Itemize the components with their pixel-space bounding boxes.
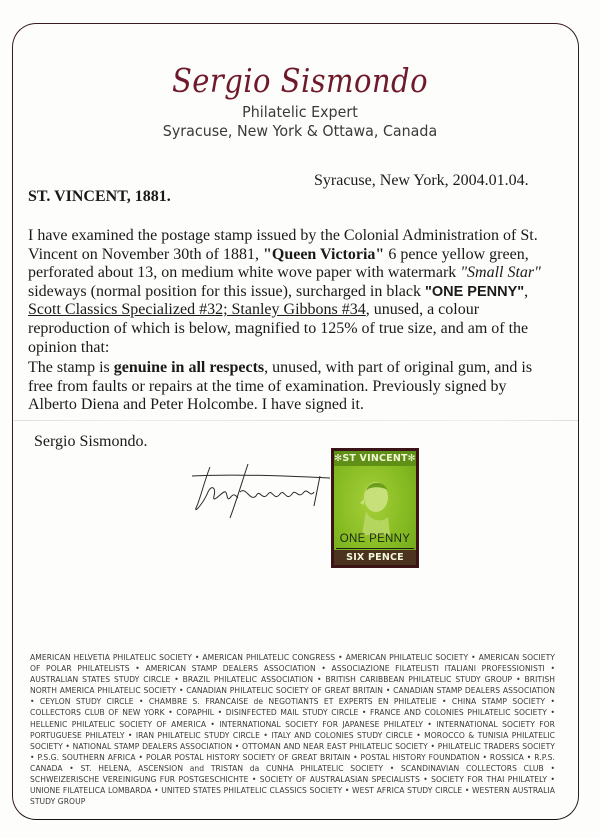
- bullet-separator: •: [214, 708, 226, 718]
- text: , unused, a colour reproduction of which is below, magnified to 125% of true size, and am of the opinion that:: [28, 301, 529, 356]
- bullet-separator: •: [427, 741, 438, 751]
- text: ,: [524, 282, 529, 300]
- society-name: CHAMBRE S. FRANCAISE de NEGOTIANTS ET EXPERTS EN PHILATELIE: [148, 697, 437, 707]
- society-name: AMERICAN STAMP DEALERS ASSOCIATION: [145, 664, 316, 674]
- society-name: WESTERN AUSTRALIA STUDY GROUP: [30, 786, 555, 807]
- bullet-separator: •: [129, 664, 146, 674]
- bullet-separator: •: [468, 653, 479, 662]
- society-name: INTERNATIONAL SOCIETY FOR PORTUGUESE PHILATELY: [30, 719, 555, 740]
- opinion-paragraph: [28, 359, 556, 415]
- society-name: SOCIETY OF AUSTRALASIAN SPECIALISTS: [259, 775, 420, 785]
- bullet-separator: •: [315, 664, 332, 674]
- society-name: ASSOCIAZIONE FILATELISTI ITALIANI PROFESSIONISTI: [331, 664, 545, 674]
- society-name: CEYLON STUDY CIRCLE: [39, 697, 134, 707]
- society-name: NATIONAL STAMP DEALERS ASSOCIATION: [72, 741, 233, 751]
- society-name: AMERICAN PHILATELIC CONGRESS: [202, 653, 336, 662]
- surcharge-text: "ONE PENNY": [424, 283, 525, 300]
- examination-paragraph: [28, 227, 556, 357]
- catalogue-references: Scott Classics Specialized #32; Stanley Gibbons #34: [28, 301, 366, 319]
- bullet-separator: •: [358, 708, 370, 718]
- stamp-bottom-label: SIX PENCE: [334, 550, 416, 565]
- expert-title: Philatelic Expert: [242, 103, 358, 121]
- society-name: POLAR POSTAL HISTORY SOCIETY OF GREAT BRITAIN: [145, 752, 351, 762]
- society-name: ITALY AND COLONIES STUDY CIRCLE: [271, 730, 413, 740]
- bullet-separator: •: [259, 730, 272, 740]
- stamp-image: [331, 448, 419, 568]
- society-name: SCHWEIZERISCHE VEREINIGUNG FUR POSTGESCHICHTE: [30, 775, 249, 785]
- bullet-separator: •: [436, 697, 452, 707]
- bullet-separator: •: [248, 775, 260, 785]
- bullet-separator: •: [462, 786, 472, 796]
- bullet-separator: •: [62, 763, 81, 773]
- society-name: AMERICAN PHILATELIC SOCIETY: [345, 653, 469, 662]
- place-and-date: Syracuse, New York, 2004.01.04.: [314, 172, 529, 189]
- bullet-separator: •: [176, 686, 187, 696]
- watermark-name: "Small Star": [460, 264, 541, 282]
- stamp-surcharge: ONE PENNY: [339, 533, 411, 545]
- society-name: PHILATELIC TRADERS SOCIETY: [437, 741, 555, 751]
- bullet-separator: •: [124, 730, 136, 740]
- society-name: CANADIAN STAMP DEALERS ASSOCIATION: [393, 686, 555, 696]
- society-name: WEST AFRICA STUDY CIRCLE: [352, 786, 463, 796]
- society-name: BRAZIL PHILATELIC ASSOCIATION: [182, 675, 314, 685]
- society-name: P.S.G. SOUTHERN AFRICA: [37, 752, 136, 762]
- bullet-separator: •: [232, 741, 242, 751]
- society-name: INTERNATIONAL SOCIETY FOR JAPANESE PHILATELY: [219, 719, 424, 729]
- society-name: MOROCCO & TUNISIA PHILATELIC SOCIETY: [30, 730, 555, 751]
- society-name: ST. HELENA, ASCENSION and TRISTAN da CUNHA PHILATELIC SOCIETY: [80, 763, 384, 773]
- bullet-separator: •: [423, 719, 437, 729]
- bullet-separator: •: [512, 675, 525, 685]
- society-name: OTTOMAN AND NEAR EAST PHILATELIC SOCIETY: [241, 741, 428, 751]
- certificate-heading: ST. VINCENT, 1881.: [28, 188, 171, 205]
- bullet-separator: •: [30, 697, 40, 707]
- text: I have examined the postage stamp issued by the Colonial Administration of St. Vincent on November 30th of 1881,: [28, 227, 538, 263]
- society-name: AMERICAN SOCIETY OF POLAR PHILATELISTS: [30, 653, 555, 674]
- bullet-separator: •: [335, 653, 346, 662]
- bullet-separator: •: [479, 752, 490, 762]
- bullet-separator: •: [545, 697, 555, 707]
- bullet-separator: •: [546, 708, 555, 718]
- society-name: IRAN PHILATELIC STUDY CIRCLE: [135, 730, 260, 740]
- society-name: COPAPHIL: [176, 708, 215, 718]
- expert-name-logo: Sergio Sismondo: [171, 61, 429, 100]
- stamp-face: [334, 451, 416, 565]
- society-name: COLLECTORS CLUB OF NEW YORK: [30, 708, 165, 718]
- society-name: SCANDINAVIAN COLLECTORS CLUB: [400, 763, 544, 773]
- text: sideways (normal position for this issue), surcharged in black: [28, 282, 425, 300]
- text: The stamp is: [28, 359, 114, 376]
- bullet-separator: •: [164, 708, 177, 718]
- bullet-separator: •: [350, 752, 361, 762]
- bullet-separator: •: [342, 786, 353, 796]
- society-name: UNITED STATES PHILATELIC CLASSICS SOCIETY: [161, 786, 343, 796]
- bullet-separator: •: [170, 675, 183, 685]
- bullet-separator: •: [191, 653, 203, 662]
- bullet-separator: •: [412, 730, 425, 740]
- society-name: BRITISH CARIBBEAN PHILATELIC STUDY GROUP: [325, 675, 513, 685]
- society-name: BRITISH NORTH AMERICA PHILATELIC SOCIETY: [30, 675, 555, 696]
- society-name: ROSSICA: [489, 752, 524, 762]
- society-name: POSTAL HISTORY FOUNDATION: [360, 752, 480, 762]
- signer-name: Sergio Sismondo.: [34, 433, 148, 450]
- bullet-separator: •: [206, 719, 220, 729]
- queen-victoria-portrait-icon: [356, 477, 392, 535]
- society-name: R.P.S. CANADA: [30, 752, 555, 773]
- text: , unused, with part of original gum, and is free from faults or repairs at the time of examination. Previously signed by Alberto Diena and Peter Holcombe. I have signed it.: [28, 359, 533, 414]
- verdict: genuine in all respects: [113, 359, 265, 376]
- handwritten-signature: [190, 462, 335, 522]
- society-name: AUSTRALIAN STATES STUDY CIRCLE: [30, 675, 171, 685]
- bullet-separator: •: [151, 786, 162, 796]
- affiliated-societies-list: [30, 652, 555, 807]
- bullet-separator: •: [544, 664, 555, 674]
- bullet-separator: •: [313, 675, 326, 685]
- bullet-separator: •: [62, 741, 73, 751]
- society-name: HELLENIC PHILATELIC SOCIETY OF AMERICA: [30, 719, 207, 729]
- bullet-separator: •: [419, 775, 432, 785]
- society-name: FRANCE AND COLONIES PHILATELIC SOCIETY: [370, 708, 547, 718]
- bullet-separator: •: [383, 763, 401, 773]
- society-name: CANADIAN PHILATELIC SOCIETY OF GREAT BRITAIN: [186, 686, 384, 696]
- society-name: CHINA STAMP SOCIETY: [451, 697, 546, 707]
- society-name: UNIONE FILATELICA LOMBARDA: [30, 786, 152, 796]
- society-name: AMERICAN HELVETIA PHILATELIC SOCIETY: [30, 653, 192, 662]
- letterhead: [0, 62, 600, 141]
- bullet-separator: •: [523, 752, 535, 762]
- society-name: DISINFECTED MAIL STUDY CIRCLE: [225, 708, 359, 718]
- bullet-separator: •: [133, 697, 149, 707]
- society-name: SOCIETY FOR THAI PHILATELY: [431, 775, 548, 785]
- bullet-separator: •: [135, 752, 146, 762]
- surcharge-bar: [336, 548, 414, 549]
- stamp-top-label: ✻ST VINCENT✻: [334, 453, 416, 464]
- scan-seam: [14, 420, 578, 421]
- expert-location: Syracuse, New York & Ottawa, Canada: [162, 122, 438, 140]
- bullet-separator: •: [547, 775, 556, 785]
- bullet-separator: •: [383, 686, 394, 696]
- stamp-design-name: "Queen Victoria": [263, 245, 385, 263]
- text: 6 pence yellow green, perforated about 13, on medium white wove paper with watermark: [28, 245, 529, 282]
- bullet-separator: •: [543, 763, 555, 773]
- bullet-separator: •: [30, 752, 38, 762]
